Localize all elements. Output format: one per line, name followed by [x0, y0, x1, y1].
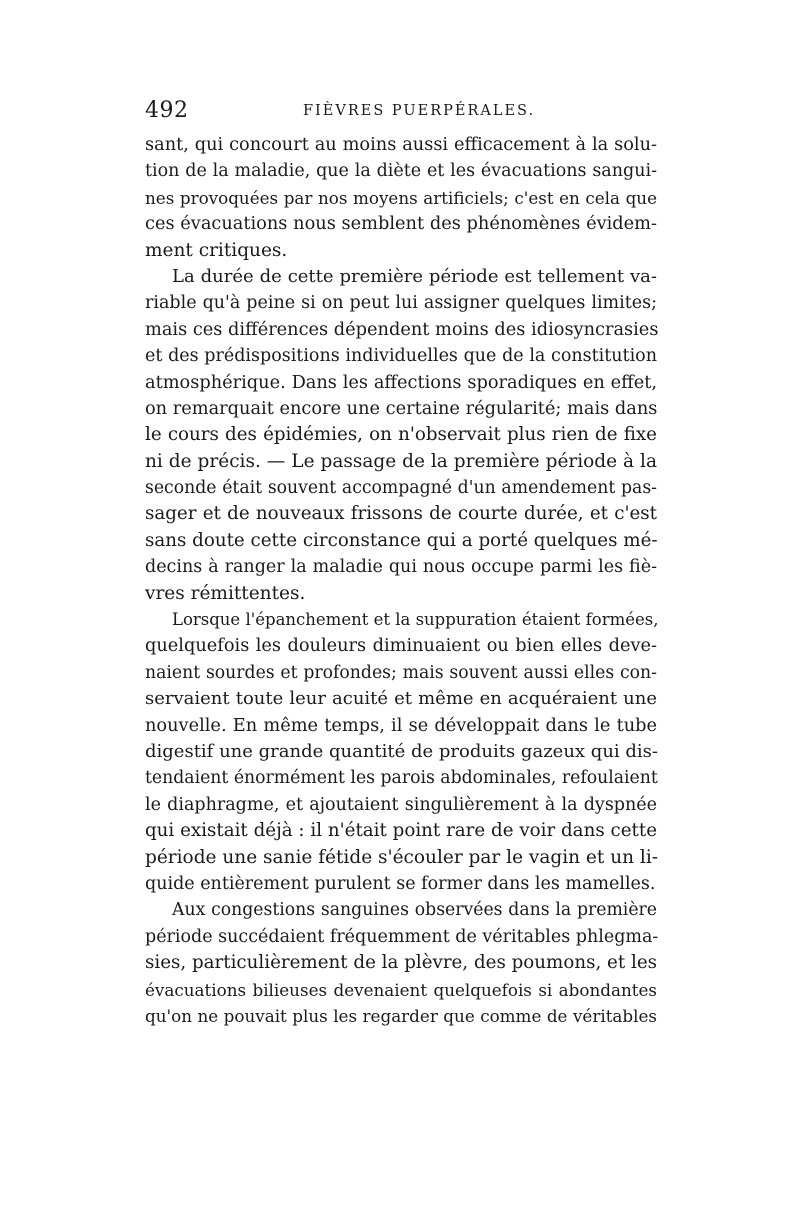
text-line: digestif une grande quantité de produits gazeux qui dis-: [145, 740, 658, 762]
text-line: ni de précis. — Le passage de la première période à la: [145, 450, 657, 472]
text-line: le diaphragme, et ajoutaient singulièrement à la dyspnée: [145, 794, 657, 815]
text-line: mais ces différences dépendent moins des idiosyncrasies: [145, 319, 659, 340]
text-line: ment critiques.: [145, 239, 288, 261]
text-line: qui existait déjà : il n'était point rare de voir dans cette: [145, 820, 657, 842]
text-line: nouvelle. En même temps, il se développait dans le tube: [145, 715, 657, 736]
text-line: ces évacuations nous semblent des phénomènes évidem-: [145, 214, 657, 235]
text-line: quelquefois les douleurs diminuaient ou bien elles deve-: [145, 636, 657, 657]
text-line: sant, qui concourt au moins aussi efficacement à la solu-: [145, 135, 657, 155]
text-line: atmosphérique. Dans les affections sporadiques en effet,: [145, 372, 657, 393]
text-line: évacuations bilieuses devenaient quelquefois si abondantes: [145, 979, 657, 1000]
text-line: sans doute cette circonstance qui a porté quelques mé-: [145, 529, 658, 551]
text-line: tendaient énormément les parois abdominales, refoulaient: [145, 768, 658, 789]
text-line: quide entièrement purulent se former dans les mamelles.: [145, 873, 656, 894]
page-number: 492: [145, 98, 189, 123]
text-line: tion de la maladie, que la diète et les évacuations sangui-: [145, 161, 657, 182]
text-line: Aux congestions sanguines observées dans la première: [172, 900, 657, 921]
running-title: FIÈVRES PUERPÉRALES.: [303, 103, 536, 119]
text-line: sies, particulièrement de la plèvre, des poumons, et les: [145, 952, 657, 974]
text-line: La durée de cette première période est tellement va-: [172, 265, 657, 287]
body-text: [145, 132, 657, 1029]
text-line: vres rémittentes.: [145, 582, 306, 604]
page-header: [145, 98, 655, 128]
text-line: seconde était souvent accompagné d'un amendement pas-: [145, 478, 657, 499]
text-line: période succédaient fréquemment de véritables phlegma-: [145, 926, 659, 947]
text-line: période une sanie fétide s'écouler par le vagin et un li-: [145, 846, 658, 868]
text-line: et des prédispositions individuelles que de la constitution: [145, 346, 657, 367]
text-line: le cours des épidémies, on n'observait plus rien de fixe: [145, 424, 657, 446]
text-line: naient sourdes et profondes; mais souvent aussi elles con-: [145, 662, 657, 683]
text-line: sager et de nouveaux frissons de courte durée, et c'est: [145, 503, 657, 525]
text-line: riable qu'à peine si on peut lui assigner quelques limites;: [145, 293, 657, 314]
text-line: on remarquait encore une certaine régularité; mais dans: [145, 398, 658, 419]
text-line: Lorsque l'épanchement et la suppuration étaient formées,: [172, 610, 659, 630]
text-line: decins à ranger la maladie qui nous occupe parmi les fiè-: [145, 557, 657, 578]
text-line: servaient toute leur acuité et même en acquéraient une: [145, 688, 657, 710]
text-line: qu'on ne pouvait plus les regarder que comme de véritables: [145, 1005, 657, 1026]
text-line: nes provoquées par nos moyens artificiels; c'est en cela que: [145, 187, 657, 208]
